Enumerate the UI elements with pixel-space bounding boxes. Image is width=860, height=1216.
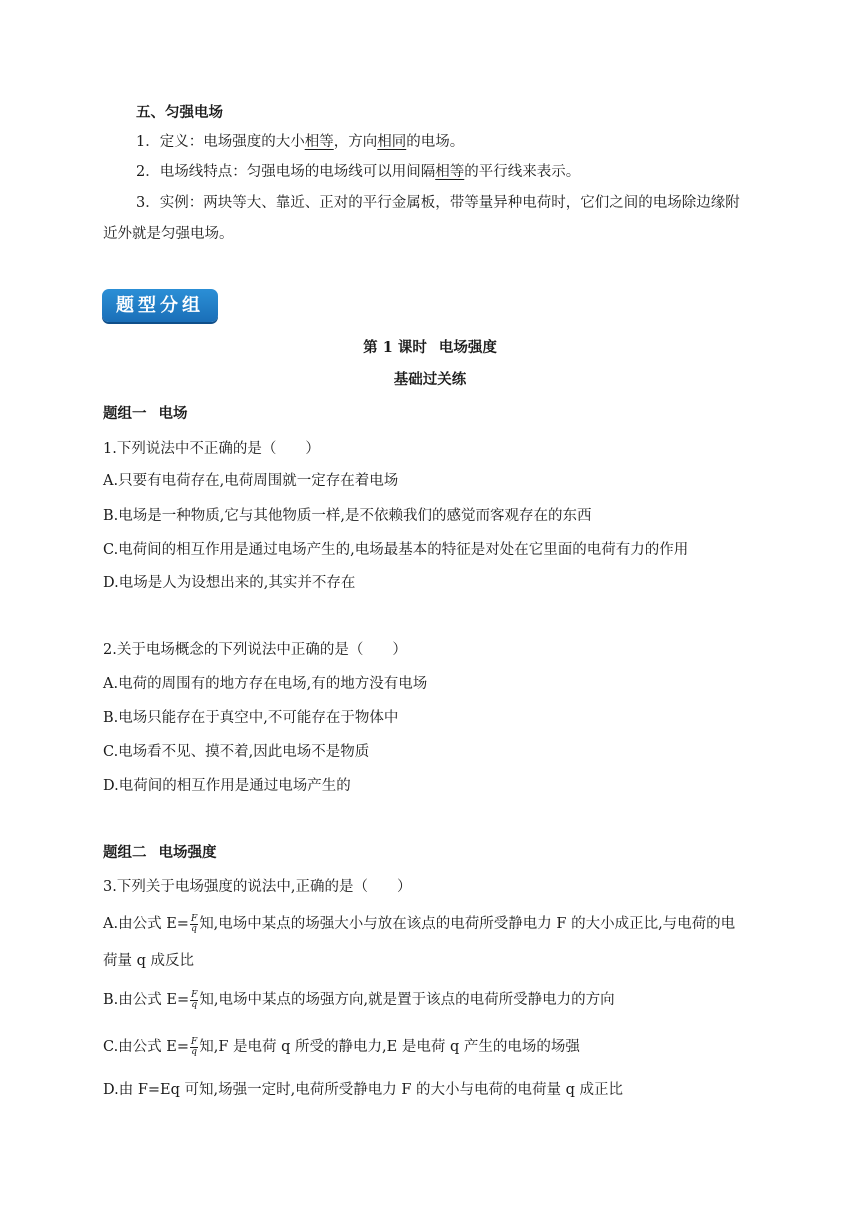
option-b: B.由公式 E= $\frac{F}{q}$ 知,电场中某点的场强方向,就是置于该点的电荷所受静电力的方向 [103, 989, 615, 1010]
example-item-line1: 3．实例：两块等大、靠近、正对的平行金属板，带等量异种电荷时，它们之间的电场除边缘附 [136, 195, 740, 211]
banner-label: 题型分组 [116, 295, 204, 316]
question-stem: 2.关于电场概念的下列说法中正确的是（ ） [103, 642, 407, 658]
option-c: C.由公式 E= $\frac{F}{q}$ 知,F 是电荷 q 所受的静电力,E 是电荷 q 产生的电场的场强 [103, 1036, 580, 1057]
field-line-item: 2．电场线特点：匀强电场的电场线可以用间隔相等的平行线来表示。 [136, 164, 581, 180]
option-d: D.电荷间的相互作用是通过电场产生的 [103, 778, 351, 794]
example-item-line2: 近外就是匀强电场。 [103, 226, 234, 242]
lesson-subtitle: 基础过关练 [393, 371, 467, 388]
question-stem: 3.下列关于电场强度的说法中,正确的是（ ） [103, 879, 412, 895]
group-heading: 题组二 电场强度 [103, 844, 217, 861]
option-b: B.电场只能存在于真空中,不可能存在于物体中 [103, 710, 399, 726]
option-a: A.由公式 E= $\frac{F}{q}$ 知,电场中某点的场强大小与放在该点的电荷所受静电力 F 的大小成正比,与电荷的电 [103, 913, 736, 934]
option-a: A.电荷的周围有的地方存在电场,有的地方没有电场 [103, 676, 428, 692]
group-heading: 题组一 电场 [103, 405, 188, 422]
option-c: C.电场看不见、摸不着,因此电场不是物质 [103, 744, 370, 760]
definition-item: 1．定义：电场强度的大小相等，方向相同的电场。 [136, 134, 465, 150]
lesson-title: 第 1 课时 电场强度 [363, 339, 497, 356]
option-d: D.电场是人为设想出来的,其实并不存在 [103, 575, 356, 591]
question-stem: 1.下列说法中不正确的是（ ） [103, 441, 320, 457]
option-d: D.由 F=Eq 可知,场强一定时,电荷所受静电力 F 的大小与电荷的电荷量 q 成正比 [103, 1082, 624, 1098]
option-c: C.电荷间的相互作用是通过电场产生的,电场最基本的特征是对处在它里面的电荷有力的作用 [103, 542, 689, 558]
fraction-f-over-q: $\frac{F}{q}$ [191, 1036, 198, 1057]
fraction-f-over-q: $\frac{F}{q}$ [190, 913, 198, 934]
section-heading: 五、匀强电场 [136, 104, 223, 121]
option-b: B.电场是一种物质,它与其他物质一样,是不依赖我们的感觉而客观存在的东西 [103, 508, 592, 524]
option-a-continued: 荷量 q 成反比 [103, 953, 194, 969]
section-banner [102, 289, 218, 322]
option-a: A.只要有电荷存在,电荷周围就一定存在着电场 [103, 473, 399, 489]
underlined-term: 相等 [304, 134, 334, 150]
underlined-term: 相同 [377, 134, 407, 150]
underlined-term: 相等 [435, 164, 465, 180]
fraction-f-over-q: $\frac{F}{q}$ [191, 989, 198, 1010]
